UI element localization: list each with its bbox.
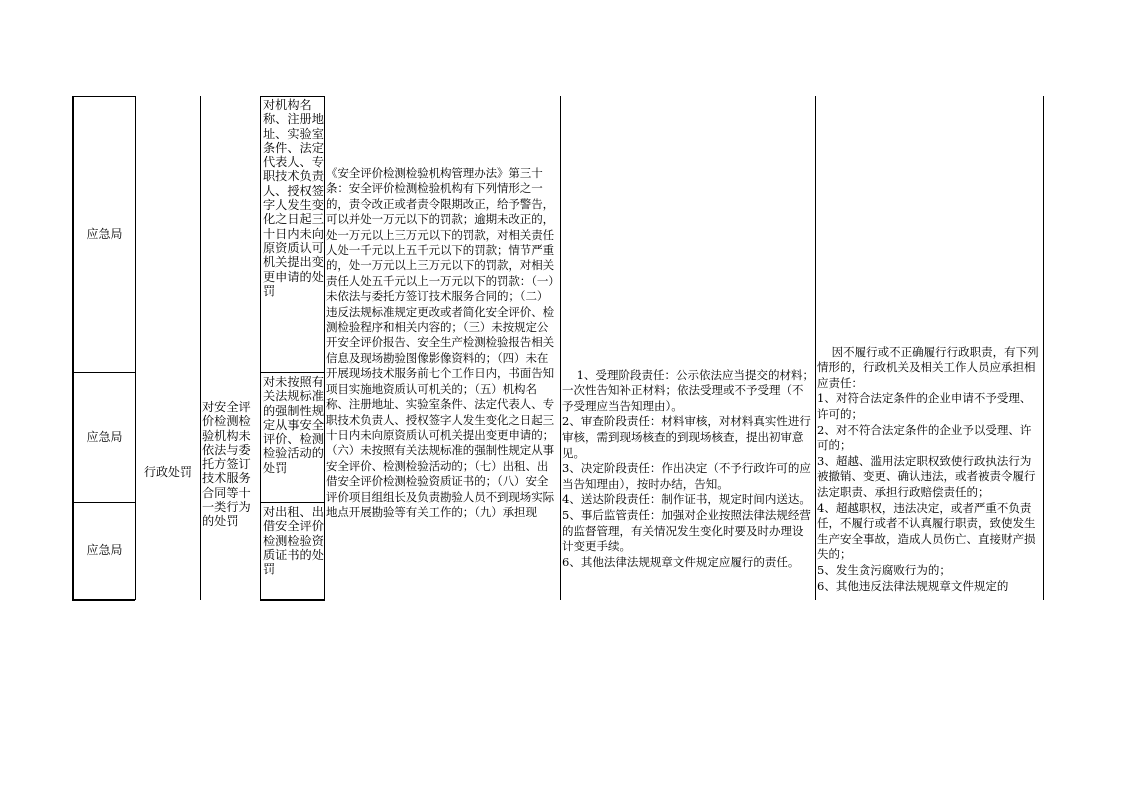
- group-item-text: 对安全评价检测检验机构未依法与委托方签订技术服务合同等十一类行为的处罚: [202, 400, 251, 529]
- dept-label: 应急局: [86, 543, 123, 558]
- legal-basis-cell: [326, 166, 559, 599]
- item-cell-2: [263, 375, 324, 501]
- grid-line-right: [1043, 96, 1044, 600]
- responsibility-text: 1、受理阶段责任：公示依法应当提交的材料；一次性告知补正材料；依法受理或不予受理（不予受理应当告知理由）。 2、审查阶段责任：材料审核，对材料真实性进行审核，需到现场核查的到现场核查，提出初审意见。 3、决定阶段责任：作出决定（不予行政许可的应当告知理由），按时办结，告知。 4、送达阶段责任：制作证书，规定时间内送达。 5、事后监管责任：加强对企业按照法律法规经营的监督管理，有关情况发生变化时要及时办理设计变更手续。 6、其他法律法规规章文件规定应履行的责任。: [562, 367, 814, 569]
- group-item-cell: [202, 400, 259, 545]
- item-cell-1: [263, 98, 324, 371]
- grid-line-category-right: [200, 96, 201, 600]
- grid-line-bottom: [72, 599, 135, 601]
- legal-basis-text: 《安全评价检测检验机构管理办法》第三十条：安全评价检测检验机构有下列情形之一的，责令改正或者责令限期改正，给予警告，可以并处一万元以下的罚款；逾期未改正的，处一万元以上三万元以下的罚款，对相关责任人处一千元以上五千元以下的罚款；情节严重的，处一万元以上三万元以下的罚款，对相关责任人处五千元以上一万元以下的罚款：（一）未依法与委托方签订技术服务合同的；（二）违反法规标准规定更改或者简化安全评价、检测检验程序和相关内容的；（三）未按规定公开安全评价报告、安全生产检测检验报告相关信息及现场勘验图像影像资料的；（四）未在开展现场技术服务前七个工作日内，书面告知项目实施地资质认可机关的；（五）机构名称、注册地址、实验室条件、法定代表人、专职技术负责人、授权签字人发生变化之日起三十日内未向原资质认可机关提出变更申请的；（六）未按照有关法规标准的强制性规定从事安全评价、检测检验活动的；（七）出租、出借安全评价检测检验资质证书的；（八）安全评价项目组组长及负责勘验人员不到现场实际地点开展勘验等有关工作的；（九）承担现: [326, 166, 554, 519]
- grid-line-row1-bottom-item: [260, 372, 325, 373]
- category-label: 行政处罚: [143, 465, 192, 480]
- grid-line-bottom-item: [260, 599, 325, 601]
- item-cell-3: [263, 505, 324, 599]
- responsibility-cell: [562, 352, 814, 599]
- item-text: 对出租、出借安全评价检测检验资质证书的处罚: [263, 505, 324, 577]
- grid-line-item-right: [324, 96, 325, 600]
- grid-line-group-right: [260, 96, 261, 600]
- item-text: 对未按照有关法规标准的强制性规定从事安全评价、检测检验活动的处罚: [263, 375, 324, 475]
- dept-label: 应急局: [86, 226, 123, 241]
- dept-cell-1: [74, 97, 135, 372]
- grid-line-basis-right: [560, 96, 561, 600]
- grid-line-dept-right: [135, 96, 136, 600]
- grid-line-top-item: [260, 96, 325, 97]
- accountability-cell: [817, 329, 1042, 599]
- grid-line-row2-bottom-item: [260, 502, 325, 503]
- item-text: 对机构名称、注册地址、实验室条件、法定代表人、专职技术负责人、授权签字人发生变化之日起三十日内未向原资质认可机关提出变更申请的处罚: [263, 98, 324, 298]
- grid-line-responsibility-right: [815, 96, 816, 600]
- category-cell: [136, 463, 200, 483]
- dept-cell-3: [74, 503, 135, 599]
- accountability-text: 因不履行或不正确履行行政职责，有下列情形的，行政机关及相关工作人员应承担相应责任： 1、对符合法定条件的企业申请不予受理、许可的； 2、对不符合法定条件的企业予以受理、许可的； 3、超越、滥用法定职权致使行政执法行为被撤销、变更、确认违法，或者被责令履行法定职责、承担行政赔偿责任的； 4、超越职权，违法决定，或者严重不负责任，不履行或者不认真履行职责，致使发生生产安全事故，造成人员伤亡、直接财产损失的； 5、发生贪污腐败行为的； 6、其他违反法律法规规章文件规定的: [817, 344, 1039, 593]
- dept-cell-2: [74, 373, 135, 502]
- dept-label: 应急局: [86, 429, 123, 444]
